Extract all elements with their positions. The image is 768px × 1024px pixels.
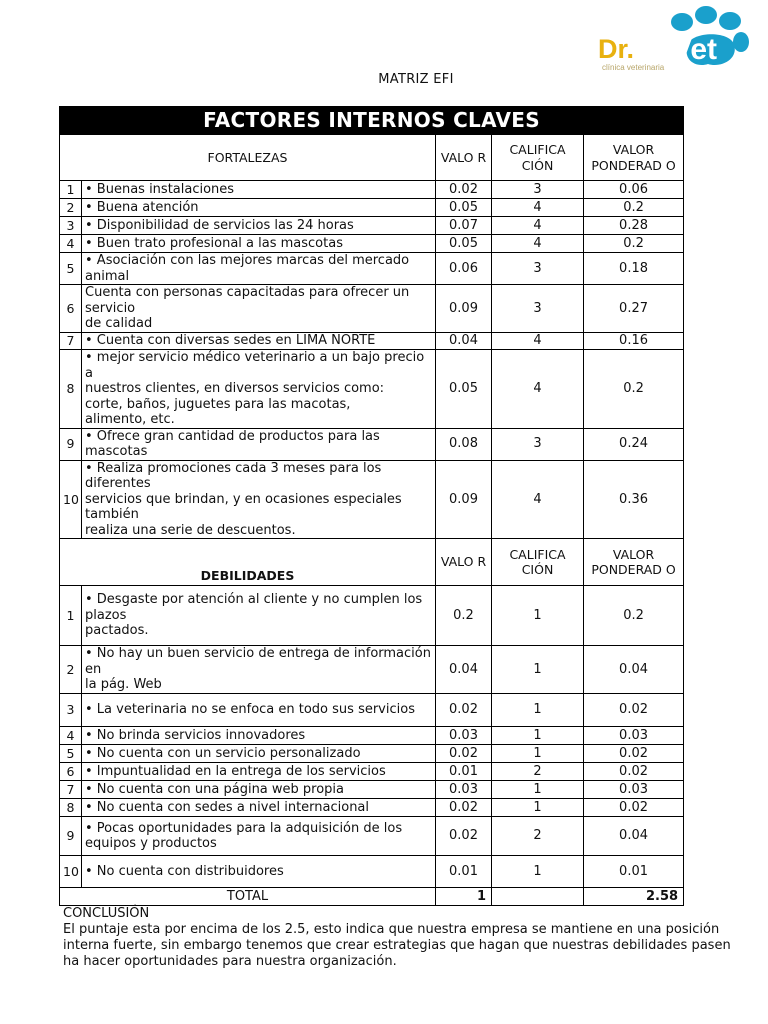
factor-description: • Impuntualidad en la entrega de los servicios [82,763,436,781]
table-row [60,727,684,745]
valor-header: VALO R [436,135,492,181]
valor-cell: 0.01 [436,763,492,781]
table-row [60,586,684,646]
total-calificacion [492,888,584,906]
factor-description: • Pocas oportunidades para la adquisición de los equipos y productos [82,817,436,856]
factor-description: • No cuenta con sedes a nivel internacional [82,799,436,817]
factor-description: • Realiza promociones cada 3 meses para los diferentes servicios que brindan, y en ocasiones especiales también realiza una serie de descuentos. [82,460,436,539]
ponderado-cell: 0.03 [584,727,684,745]
table-row [60,745,684,763]
ponderado-cell: 0.02 [584,799,684,817]
table-row [60,253,684,285]
conclusion-block [63,906,733,970]
total-valor: 1 [436,888,492,906]
table-row [60,235,684,253]
fortalezas-header: FORTALEZAS [60,135,436,181]
debilidades-header: DEBILIDADES [60,539,436,586]
ponderado-cell: 0.18 [584,253,684,285]
ponderado-header: VALOR PONDERAD O [584,135,684,181]
table-row [60,646,684,694]
factor-description: • mejor servicio médico veterinario a un bajo precio a nuestros clientes, en diversos servicios como: corte, baños, juguetes para las macotas, alimento, etc. [82,350,436,429]
ponderado-cell: 0.06 [584,181,684,199]
table-row [60,217,684,235]
row-number: 7 [60,781,82,799]
ponderado-cell: 0.2 [584,235,684,253]
calificacion-cell: 4 [492,235,584,253]
ponderado-cell: 0.03 [584,781,684,799]
calificacion-cell: 1 [492,586,584,646]
calificacion-cell: 1 [492,799,584,817]
row-number: 6 [60,285,82,333]
factor-description: • No cuenta con una página web propia [82,781,436,799]
row-number: 9 [60,428,82,460]
factor-description: • Disponibilidad de servicios las 24 horas [82,217,436,235]
logo-brand-vet: Vet [672,33,718,66]
row-number: 2 [60,199,82,217]
valor-cell: 0.09 [436,460,492,539]
factor-description: • No cuenta con distribuidores [82,856,436,888]
table-row [60,350,684,429]
calificacion-cell: 4 [492,333,584,350]
table-row [60,460,684,539]
table-row [60,856,684,888]
row-number: 5 [60,745,82,763]
calificacion-cell: 4 [492,350,584,429]
valor-cell: 0.07 [436,217,492,235]
valor-cell: 0.02 [436,745,492,763]
row-number: 4 [60,235,82,253]
table-row [60,763,684,781]
ponderado-header: VALOR PONDERAD O [584,539,684,586]
factor-description: • Buena atención [82,199,436,217]
valor-cell: 0.02 [436,799,492,817]
calificacion-cell: 3 [492,285,584,333]
factor-description: • Desgaste por atención al cliente y no cumplen los plazos pactados. [82,586,436,646]
valor-cell: 0.03 [436,727,492,745]
valor-cell: 0.06 [436,253,492,285]
row-number: 8 [60,799,82,817]
valor-cell: 0.02 [436,181,492,199]
row-number: 10 [60,856,82,888]
calificacion-cell: 4 [492,217,584,235]
valor-cell: 0.08 [436,428,492,460]
table-row [60,694,684,727]
row-number: 3 [60,694,82,727]
factor-description: • Cuenta con diversas sedes en LIMA NORTE [82,333,436,350]
calificacion-cell: 3 [492,253,584,285]
ponderado-cell: 0.24 [584,428,684,460]
calificacion-cell: 1 [492,646,584,694]
factor-description: • La veterinaria no se enfoca en todo sus servicios [82,694,436,727]
calificacion-cell: 1 [492,781,584,799]
conclusion-heading: CONCLUSIÓN [63,906,150,921]
total-row [60,888,684,906]
logo-brand-dr: Dr. [598,34,635,64]
calificacion-cell: 3 [492,428,584,460]
efi-matrix-table [59,106,684,906]
ponderado-cell: 0.16 [584,333,684,350]
ponderado-cell: 0.04 [584,817,684,856]
factor-description: • Buenas instalaciones [82,181,436,199]
ponderado-cell: 0.02 [584,763,684,781]
logo-tagline: clínica veterinaria [602,63,665,72]
row-number: 1 [60,586,82,646]
table-row [60,799,684,817]
valor-cell: 0.02 [436,694,492,727]
valor-cell: 0.05 [436,199,492,217]
valor-cell: 0.03 [436,781,492,799]
dr-vet-logo [596,4,750,76]
calificacion-cell: 2 [492,763,584,781]
ponderado-cell: 0.2 [584,586,684,646]
ponderado-cell: 0.2 [584,199,684,217]
factor-description: • Asociación con las mejores marcas del mercado animal [82,253,436,285]
ponderado-cell: 0.04 [584,646,684,694]
ponderado-cell: 0.01 [584,856,684,888]
calificacion-cell: 1 [492,727,584,745]
row-number: 2 [60,646,82,694]
table-row [60,199,684,217]
calificacion-cell: 1 [492,856,584,888]
row-number: 4 [60,727,82,745]
valor-cell: 0.05 [436,235,492,253]
calificacion-header: CALIFICA CIÓN [492,135,584,181]
fortalezas-header-row [60,135,684,181]
ponderado-cell: 0.2 [584,350,684,429]
valor-cell: 0.04 [436,646,492,694]
table-banner: FACTORES INTERNOS CLAVES [60,107,684,135]
calificacion-cell: 4 [492,199,584,217]
valor-header: VALO R [436,539,492,586]
row-number: 3 [60,217,82,235]
valor-cell: 0.09 [436,285,492,333]
table-banner-row [60,107,684,135]
ponderado-cell: 0.02 [584,745,684,763]
row-number: 5 [60,253,82,285]
ponderado-cell: 0.28 [584,217,684,235]
factor-description: • Ofrece gran cantidad de productos para las mascotas [82,428,436,460]
table-row [60,781,684,799]
ponderado-cell: 0.36 [584,460,684,539]
row-number: 1 [60,181,82,199]
conclusion-text: El puntaje esta por encima de los 2.5, esto indica que nuestra empresa se mantiene en una posición interna fuerte, sin embargo tenemos que crear estrategias que hagan que nuestras debilidades pasen ha hacer oportunidades para nuestra organización. [63,922,731,969]
factor-description: • Buen trato profesional a las mascotas [82,235,436,253]
total-ponderado: 2.58 [584,888,684,906]
ponderado-cell: 0.02 [584,694,684,727]
table-row [60,817,684,856]
document-title: MATRIZ EFI [378,72,454,87]
valor-cell: 0.05 [436,350,492,429]
factor-description: Cuenta con personas capacitadas para ofrecer un servicio de calidad [82,285,436,333]
row-number: 9 [60,817,82,856]
table-row [60,333,684,350]
row-number: 6 [60,763,82,781]
valor-cell: 0.02 [436,817,492,856]
valor-cell: 0.01 [436,856,492,888]
calificacion-cell: 4 [492,460,584,539]
calificacion-cell: 2 [492,817,584,856]
row-number: 10 [60,460,82,539]
factor-description: • No hay un buen servicio de entrega de información en la pág. Web [82,646,436,694]
table-row [60,428,684,460]
total-label: TOTAL [60,888,436,906]
factor-description: • No brinda servicios innovadores [82,727,436,745]
calificacion-cell: 1 [492,694,584,727]
debilidades-header-row [60,539,684,586]
calificacion-cell: 3 [492,181,584,199]
table-row [60,181,684,199]
factor-description: • No cuenta con un servicio personalizado [82,745,436,763]
calificacion-header: CALIFICA CIÓN [492,539,584,586]
row-number: 8 [60,350,82,429]
valor-cell: 0.04 [436,333,492,350]
table-row [60,285,684,333]
row-number: 7 [60,333,82,350]
ponderado-cell: 0.27 [584,285,684,333]
valor-cell: 0.2 [436,586,492,646]
calificacion-cell: 1 [492,745,584,763]
